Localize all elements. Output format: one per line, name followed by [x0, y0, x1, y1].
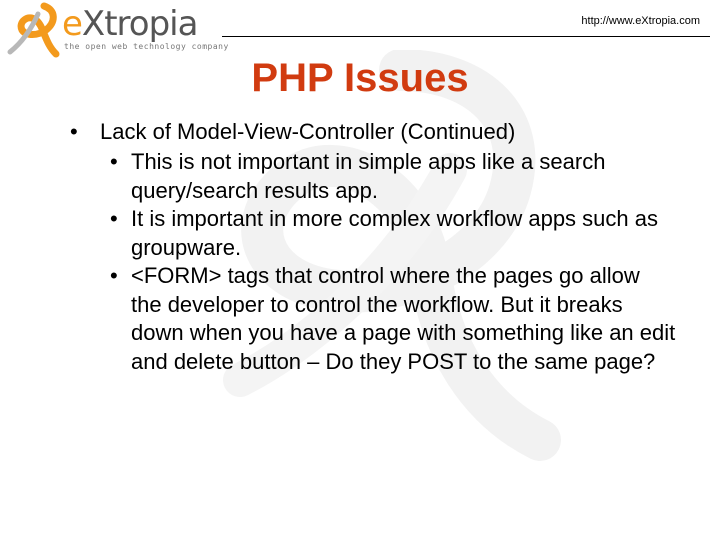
sub-bullet-item: [70, 262, 676, 376]
extropia-logo: [0, 0, 229, 60]
bullet-dot-icon: •: [110, 206, 118, 231]
bullet-dot-icon: •: [110, 149, 118, 174]
bullet-dot-icon: •: [70, 119, 78, 144]
logo-wordmark-rest: Xtropia: [81, 4, 198, 44]
extropia-logo-icon: [4, 2, 62, 60]
logo-wordmark: [62, 6, 197, 42]
header-rule: [222, 36, 710, 37]
sub-bullet-item: [70, 205, 676, 262]
bullet-level-1-text: Lack of Model-View-Controller (Continued): [100, 119, 516, 144]
site-url[interactable]: http://www.eXtropia.com: [581, 15, 700, 27]
sub-bullet-text: It is important in more complex workflow apps such as groupware.: [131, 206, 658, 260]
bullet-level-1: [70, 118, 690, 146]
slide-content: [70, 118, 690, 376]
sub-bullet-text: This is not important in simple apps like a search query/search results app.: [131, 149, 606, 203]
bullet-dot-icon: •: [110, 263, 118, 288]
sub-bullet-list: [70, 148, 690, 376]
slide-title: PHP Issues: [251, 56, 469, 100]
sub-bullet-item: [70, 148, 676, 205]
sub-bullet-text: <FORM> tags that control where the pages go allow the developer to control the workflow. But it breaks down when you have a page with something like an edit and delete button – Do they POST to the same page?: [131, 263, 676, 374]
logo-wordmark-e: e: [62, 4, 82, 44]
logo-tagline: the open web technology company: [64, 42, 229, 51]
